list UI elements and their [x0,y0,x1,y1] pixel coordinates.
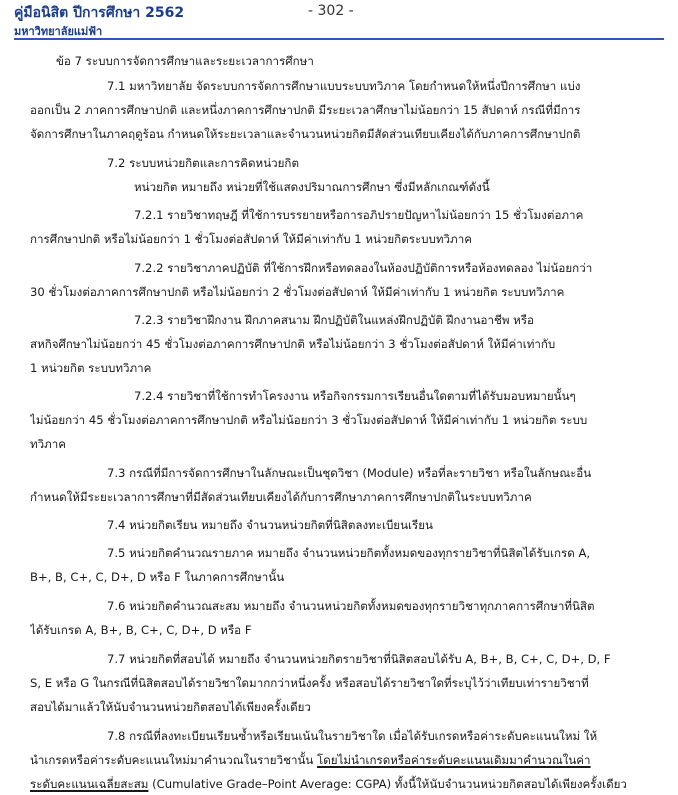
clause-7-4: 7.4 หน่วยกิตเรียน หมายถึง จำนวนหน่วยกิตที่นิสิตลงทะเบียนเรียน [107,518,433,532]
underlined-text: โดยไม่นำเกรดหรือค่าระดับคะแนนเดิมมาคำนวณในค่า [317,753,591,767]
clause-7-2-heading: 7.2 ระบบหน่วยกิตและการคิดหน่วยกิต [107,156,299,170]
clause-7-3-line: กำหนดให้มีระยะเวลาการศึกษาที่มีสัดส่วนเทียบเคียงได้กับการศึกษาภาคการศึกษาปกติในระบบทวิภาค [30,490,532,504]
clause-7-2-1-line: 7.2.1 รายวิชาทฤษฎี ที่ใช้การบรรยายหรือการอภิปรายปัญหาไม่น้อยกว่า 15 ชั่วโมงต่อภาค [134,208,584,222]
underlined-text: ระดับคะแนนเฉลี่ยสะสม [30,777,149,791]
clause-7-6-line: 7.6 หน่วยกิตคำนวณสะสม หมายถึง จำนวนหน่วยกิตทั้งหมดของทุกรายวิชาทุกภาคการศึกษาที่นิสิต [107,599,595,613]
clause-7-7-line: สอบได้มาแล้วให้นับจำนวนหน่วยกิตสอบได้เพียงครั้งเดียว [30,700,311,714]
clause-7-7-line: 7.7 หน่วยกิตที่สอบได้ หมายถึง จำนวนหน่วยกิตรายวิชาที่นิสิตสอบได้รับ A, B+, B, C+, C, D+, D, F [107,652,611,666]
clause-7-8-line [30,773,642,795]
clause-7-5-line: B+, B, C+, C, D+, D หรือ F ในภาคการศึกษานั้น [30,570,285,584]
clause-7-2-4-line: 7.2.4 รายวิชาที่ใช้การทำโครงงาน หรือกิจกรรมการเรียนอื่นใดตามที่ได้รับมอบหมายนั้นๆ [134,389,576,403]
clause-7-1-line: ออกเป็น 2 ภาคการศึกษาปกติ และหนึ่งภาคการศึกษาปกติ มีระยะเวลาศึกษาไม่น้อยกว่า 15 สัปดาห์ กรณีที่มีการ [30,103,581,117]
clause-7-6-line: ได้รับเกรด A, B+, B, C+, C, D+, D หรือ F [30,623,252,637]
clause-7-2-2-line: 30 ชั่วโมงต่อภาคการศึกษาปกติ หรือไม่น้อยกว่า 2 ชั่วโมงต่อสัปดาห์ ให้มีค่าเท่ากับ 1 หน่วยกิต ระบบทวิภาค [30,285,565,299]
clause-7-1-line: 7.1 มหาวิทยาลัย จัดระบบการจัดการศึกษาแบบระบบทวิภาค โดยกำหนดให้หนึ่งปีการศึกษา แบ่ง [107,79,581,93]
section-heading: ข้อ 7 ระบบการจัดการศึกษาและระยะเวลาการศึกษา [56,54,314,68]
clause-7-2-2-line: 7.2.2 รายวิชาภาคปฏิบัติ ที่ใช้การฝึกหรือทดลองในห้องปฏิบัติการหรือห้องทดลอง ไม่น้อยกว่า [134,261,593,275]
clause-7-2-3-line: สหกิจศึกษาไม่น้อยกว่า 45 ชั่วโมงต่อภาคการศึกษาปกติ หรือไม่น้อยกว่า 3 ชั่วโมงต่อสัปดาห์ ให้มีค่าเท่ากับ [30,337,556,351]
clause-7-8-line [30,749,642,771]
page-header [0,0,678,40]
clause-7-2-1-line: การศึกษาปกติ หรือไม่น้อยกว่า 1 ชั่วโมงต่อสัปดาห์ ให้มีค่าเท่ากับ 1 หน่วยกิตระบบทวิภาค [30,232,472,246]
page-number: - 302 - [308,3,354,19]
clause-7-3-line: 7.3 กรณีที่มีการจัดการศึกษาในลักษณะเป็นชุดวิชา (Module) หรือที่ละรายวิชา หรือในลักษณะอื่น [107,466,592,480]
clause-7-8-line: 7.8 กรณีที่ลงทะเบียนเรียนซ้ำหรือเรียนเน้นในรายวิชาใด เมื่อได้รับเกรดหรือค่าระดับคะแนนใหม่ ให้ [107,729,598,743]
clause-7-2-4-line: ทวิภาค [30,437,67,451]
handbook-title: คู่มือนิสิต ปีการศึกษา 2562 [14,5,185,21]
clause-7-7-line: S, E หรือ G ในกรณีที่นิสิตสอบได้รายวิชาใดมากกว่าหนึ่งครั้ง หรือสอบได้รายวิชาใดที่ระบุไว้ว่าเทียบเท่ารายวิชาที่ [30,676,589,690]
clause-7-1-line: จัดการศึกษาในภาคฤดูร้อน กำหนดให้ระยะเวลาและจำนวนหน่วยกิตมีสัดส่วนเทียบเคียงได้กับภาคการศึกษาปกติ [30,127,581,141]
clause-7-2-3-line: 7.2.3 รายวิชาฝึกงาน ฝึกภาคสนาม ฝึกปฏิบัติในแหล่งฝึกปฏิบัติ ฝึกงานอาชีพ หรือ [134,313,535,327]
clause-7-2-3-line: 1 หน่วยกิต ระบบทวิภาค [30,361,152,375]
header-rule [14,38,664,40]
clause-7-8-text: นำเกรดหรือค่าระดับคะแนนใหม่มาคำนวณในรายวิชานั้น [30,753,318,767]
credit-definition: หน่วยกิต หมายถึง หน่วยที่ใช้แสดงปริมาณการศึกษา ซึ่งมีหลักเกณฑ์ดังนี้ [134,180,490,194]
university-name: มหาวิทยาลัยแม่ฟ้า [14,25,103,38]
clause-7-2-4-line: ไม่น้อยกว่า 45 ชั่วโมงต่อภาคการศึกษาปกติ หรือไม่น้อยกว่า 3 ชั่วโมงต่อสัปดาห์ ให้มีค่าเท่ากับ 1 หน่วยกิต ระบบ [30,413,588,427]
clause-7-5-line: 7.5 หน่วยกิตคำนวณรายภาค หมายถึง จำนวนหน่วยกิตทั้งหมดของทุกรายวิชาที่นิสิตได้รับเกรด A, [107,546,591,560]
clause-7-8-text: (Cumulative Grade–Point Average: CGPA) ทั้งนี้ให้นับจำนวนหน่วยกิตสอบได้เพียงครั้งเดียว [148,777,627,791]
